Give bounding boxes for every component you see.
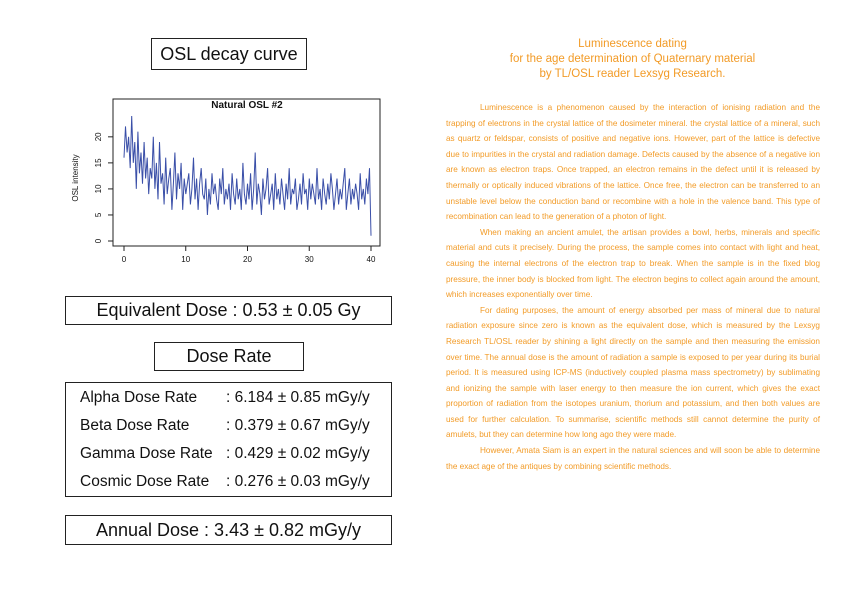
chart-heading: OSL decay curve bbox=[160, 43, 298, 64]
dose-rate-heading-box bbox=[154, 342, 304, 371]
dose-rates-table bbox=[65, 382, 392, 497]
paragraph: Luminescence is a phenomenon caused by the interaction of ionising radiation and the trapping of electrons in the crystal lattice of the dosimeter mineral. the crystal lattice of a mineral, such as quartz or feldspar, consists of positive and negative ions. However, part of the lattice is defective due to impurities in the crystal and radiation damage. Defects caused by the absence of a negative ion are known as electron traps. Once trapped, an electron remains in the defect until it is released by thermally or optically induced vibrations of the lattice. Once free, the electron can be transferred to an unstable level below the conduction band or recombine with a hole in the valence band. This type of recombination can lead to the generation of a photon of light. bbox=[446, 103, 820, 222]
x-tick-label: 10 bbox=[181, 255, 191, 264]
rate-label: Alpha Dose Rate bbox=[80, 389, 198, 406]
paragraph: However, Amata Siam is an expert in the natural sciences and will soon be able to determine the exact age of the antiques by combining scientific methods. bbox=[446, 446, 820, 471]
paragraph: For dating purposes, the amount of energy absorbed per mass of mineral due to natural radiation exposure since zero is known as the equivalent dose, which is measured by the Lexsyg Research TL/OSL reader by shining a light directly on the sample and then measuring the emission over time. The annual dose is the amount of radiation a sample is exposed to per year during its burial period. It is measured using ICP-MS (inductively coupled plasma mass spectrometry) by sublimating and ionizing the sample with laser energy to then measure the ion current, which gives the exact proportion of radiation from the isotopes uranium, thorium and potassium, and then both values are used for further calculation. To summarise, scientific methods still cannot determine the purity of amulets, but they can determine how long ago they were made. bbox=[446, 305, 820, 440]
rate-value: : 0.379 ± 0.67 mGy/y bbox=[226, 417, 370, 434]
annual-dose-box bbox=[65, 515, 392, 545]
y-tick-label: 15 bbox=[94, 158, 103, 168]
rate-value: : 6.184 ± 0.85 mGy/y bbox=[226, 389, 370, 406]
y-tick-label: 10 bbox=[94, 184, 103, 194]
dose-rate-row-beta bbox=[80, 417, 370, 439]
article-body bbox=[446, 100, 820, 474]
dose-rate-heading: Dose Rate bbox=[186, 346, 272, 366]
heading-line: for the age determination of Quaternary material bbox=[509, 53, 756, 65]
rate-value: : 0.429 ± 0.02 mGy/y bbox=[226, 445, 370, 462]
x-tick-label: 30 bbox=[304, 255, 314, 264]
rate-value: : 0.276 ± 0.03 mGy/y bbox=[226, 473, 370, 490]
osl-series-line bbox=[124, 116, 371, 236]
rate-label: Beta Dose Rate bbox=[80, 417, 190, 434]
y-tick-label: 0 bbox=[94, 238, 103, 244]
x-tick-label: 0 bbox=[121, 255, 127, 264]
dose-rate-row-gamma bbox=[80, 445, 370, 467]
heading-line: by TL/OSL reader Lexsyg Research. bbox=[539, 68, 726, 80]
paragraph: When making an ancient amulet, the artisan provides a bowl, herbs, minerals and specific material and cuts it precisely. During the process, the sample comes into contact with light and heat, causing the internal electrons of the electron trap to break. When the sample is in the fixed blog pressure, the inner body is blocked from light. The electron begins to collect again around the amount, which increases exponentially over time. bbox=[446, 227, 820, 300]
rate-label: Cosmic Dose Rate bbox=[80, 473, 210, 490]
equivalent-dose-box bbox=[65, 296, 392, 325]
x-tick-label: 20 bbox=[243, 255, 252, 264]
osl-decay-chart bbox=[68, 96, 388, 276]
rate-label: Gamma Dose Rate bbox=[80, 445, 213, 462]
heading-line: Luminescence dating bbox=[578, 38, 687, 50]
y-tick-label: 5 bbox=[94, 212, 103, 218]
dose-rate-row-cosmic bbox=[80, 473, 370, 495]
equivalent-dose: Equivalent Dose : 0.53 ± 0.05 Gy bbox=[96, 300, 361, 320]
dose-rate-row-alpha bbox=[80, 389, 370, 411]
y-tick-label: 20 bbox=[94, 132, 103, 142]
chart-title: Natural OSL #2 bbox=[211, 100, 283, 111]
article-heading bbox=[445, 37, 820, 82]
plot-frame bbox=[113, 99, 380, 246]
chart-heading-box bbox=[151, 38, 307, 70]
y-axis-label: OSL intensity bbox=[71, 154, 80, 202]
x-tick-label: 40 bbox=[366, 255, 376, 264]
annual-dose: Annual Dose : 3.43 ± 0.82 mGy/y bbox=[95, 519, 362, 540]
